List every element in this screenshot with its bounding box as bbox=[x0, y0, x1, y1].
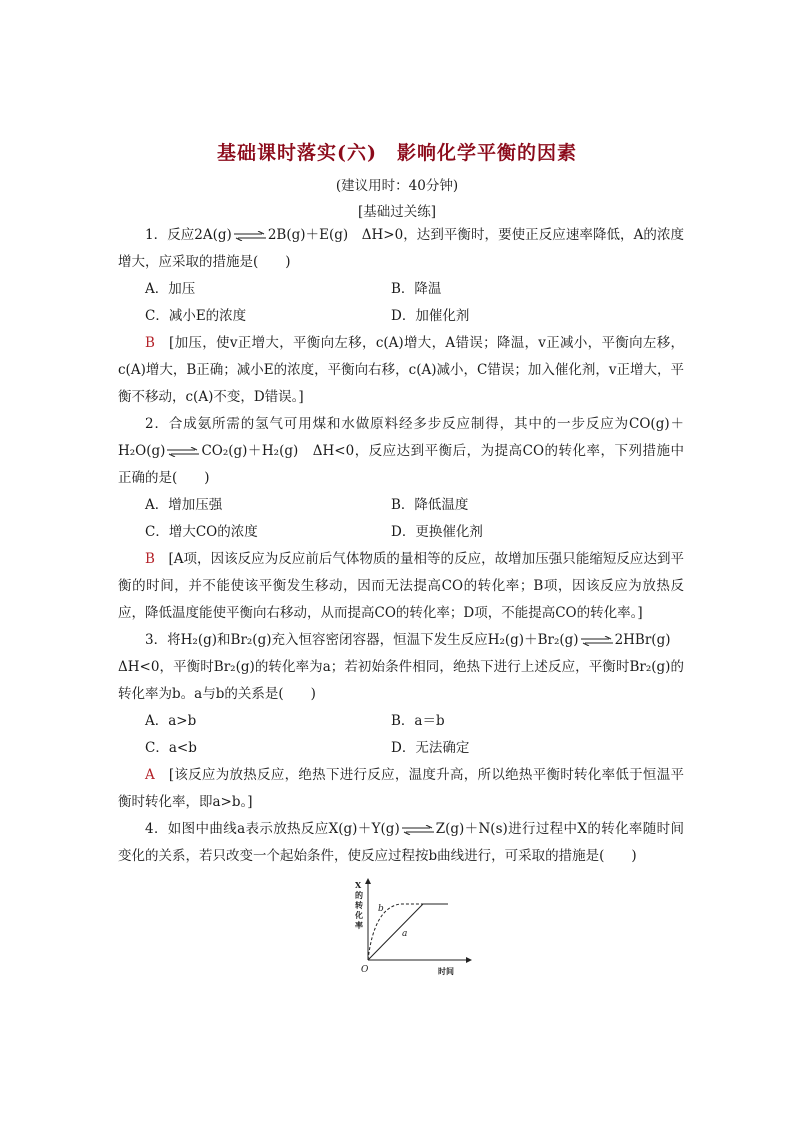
option-d: D．无法确定 bbox=[391, 740, 470, 756]
curve-a-label: a bbox=[402, 929, 408, 939]
equilibrium-arrow-icon bbox=[400, 825, 436, 835]
reaction-equation: 2A(g) 2B(g)＋E(g) bbox=[194, 227, 349, 243]
y-axis-arrow-icon bbox=[365, 878, 371, 884]
answer-letter: B bbox=[145, 335, 155, 351]
section-heading: [基础过关练] bbox=[357, 204, 437, 220]
option-c: C．a<b bbox=[145, 740, 197, 756]
reaction-equation: CO₂(g)＋H₂(g) bbox=[165, 443, 298, 459]
question-stem: 3．将H₂(g)和Br₂(g)充入恒容密闭容器，恒温下发生反应H₂(g)＋Br₂(g) 2HBr(g) ΔH<0，平衡时Br₂(g)的转化率为a；若初始条件相同，绝热下进行上述反应，平衡时Br₂(g)的转化率为b。a与b的关系是( ) bbox=[118, 632, 684, 702]
question-4 bbox=[118, 816, 684, 978]
question-stem: 2．合成氨所需的氢气可用煤和水做原料经多步反应制得，其中的一步反应为CO(g)＋H₂O(g) CO₂(g)＋H₂(g) ΔH<0，反应达到平衡后，为提高CO的转化率，下列措施中正确的是( ) bbox=[118, 416, 684, 486]
question-1 bbox=[118, 222, 684, 411]
question-stem: 1．反应2A(g) 2B(g)＋E(g) ΔH>0，达到平衡时，要使正反应速率降低，A的浓度增大，应采取的措施是( ) bbox=[118, 227, 685, 270]
curve-b-label: b bbox=[378, 904, 384, 914]
answer-explanation: A [该反应为放热反应，绝热下进行反应，温度升高，所以绝热平衡时转化率低于恒温平衡时转化率，即a>b。] bbox=[118, 767, 684, 810]
origin-label: O bbox=[361, 965, 369, 975]
option-a: A．a>b bbox=[145, 713, 197, 729]
question-list bbox=[118, 222, 684, 978]
options bbox=[118, 276, 684, 330]
option-c: C．减小E的浓度 bbox=[145, 308, 247, 324]
answer-letter: A bbox=[145, 767, 155, 783]
reaction-equation: 2HBr(g) bbox=[579, 632, 671, 648]
question-stem: 4．如图中曲线a表示放热反应X(g)＋Y(g) Z(g)＋N(s)进行过程中X的转化率随时间变化的关系，若只改变一个起始条件，使反应过程按b曲线进行，可采取的措施是( ) bbox=[118, 821, 684, 864]
answer-explanation: B [A项，因该反应为反应前后气体物质的量相等的反应，故增加压强只能缩短反应达到平衡的时间，并不能使该平衡发生移动，因而无法提高CO的转化率；B项，因该反应为放热反应，降低温度能使平衡向右移动，从而提高CO的转化率；D项，不能提高CO的转化率。] bbox=[118, 551, 685, 621]
option-b: B．降温 bbox=[391, 281, 442, 297]
x-axis-label: 时间 bbox=[438, 966, 454, 976]
answer-explanation: B [加压，使v正增大，平衡向左移，c(A)增大，A错误；降温，v正减小，平衡向左移，c(A)增大，B正确；减小E的浓度，平衡向右移，c(A)减小，C错误；加入催化剂，v正增大，平衡不移动，c(A)不变，D错误。] bbox=[118, 335, 684, 405]
option-d: D．更换催化剂 bbox=[391, 524, 483, 540]
option-c: C．增大CO的浓度 bbox=[145, 524, 258, 540]
answer-letter: B bbox=[145, 551, 155, 567]
equilibrium-arrow-icon bbox=[165, 447, 201, 457]
suggested-time: (建议用时：40分钟) bbox=[335, 178, 459, 194]
options bbox=[118, 708, 684, 762]
option-d: D．加催化剂 bbox=[391, 308, 470, 324]
conversion-time-figure bbox=[348, 878, 478, 978]
y-axis-label: X 的 转 化 率 bbox=[355, 880, 363, 930]
x-axis-arrow-icon bbox=[466, 957, 472, 963]
option-b: B．降低温度 bbox=[391, 497, 469, 513]
question-3 bbox=[118, 627, 684, 816]
page-title: 基础课时落实(六) 影响化学平衡的因素 bbox=[217, 142, 577, 164]
options bbox=[118, 492, 684, 546]
equilibrium-arrow-icon bbox=[232, 231, 268, 241]
question-2 bbox=[118, 411, 684, 627]
option-a: A．增加压强 bbox=[145, 497, 223, 513]
option-b: B．a＝b bbox=[391, 713, 445, 729]
option-a: A．加压 bbox=[145, 281, 196, 297]
equilibrium-arrow-icon bbox=[579, 636, 615, 646]
